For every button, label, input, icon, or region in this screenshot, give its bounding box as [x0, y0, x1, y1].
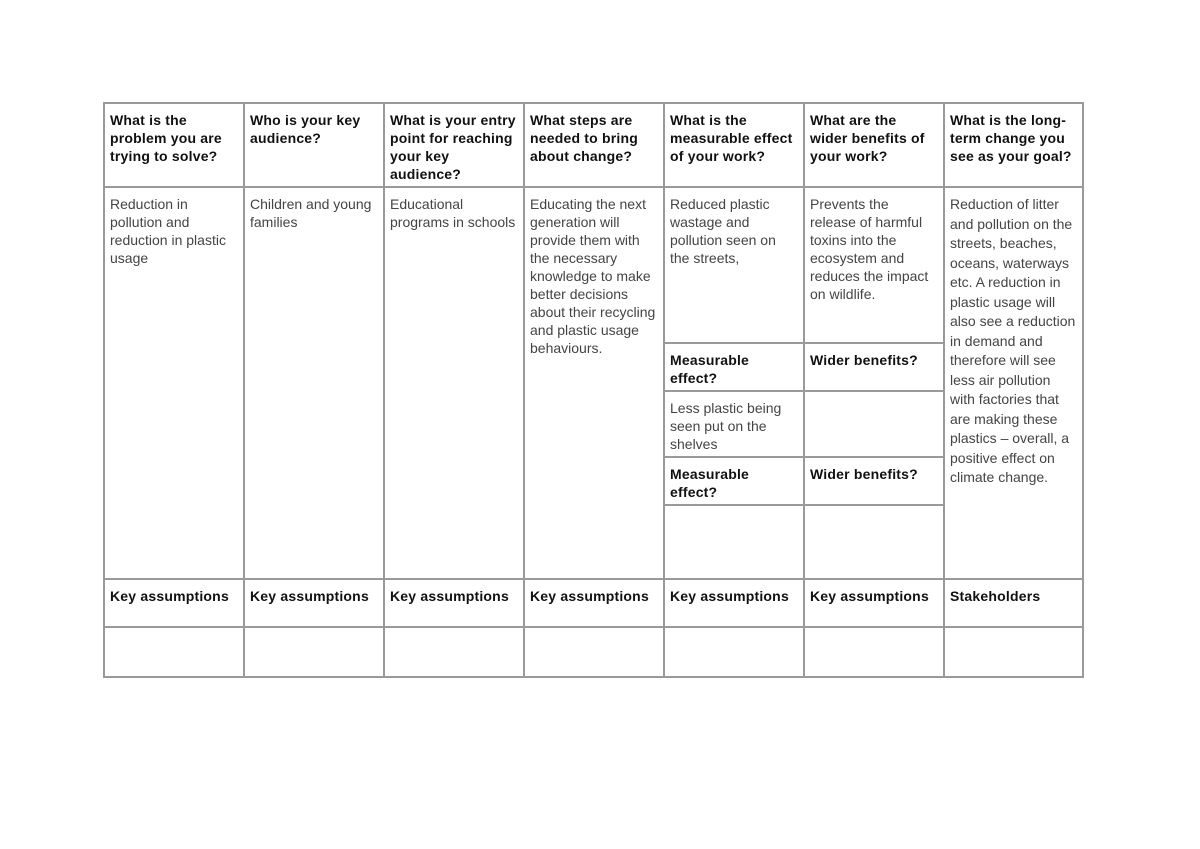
label-key-assumptions-2: Key assumptions: [245, 580, 385, 628]
header-problem: What is the problem you are trying to solve?: [105, 104, 245, 188]
header-long-term-change: What is the long-term change you see as your goal?: [945, 104, 1082, 188]
cell-stakeholders: [945, 628, 1082, 678]
header-measurable-effect: What is the measurable effect of your work?: [665, 104, 805, 188]
cell-key-assumptions-4: [525, 628, 665, 678]
label-stakeholders: Stakeholders: [945, 580, 1082, 628]
header-entry-point: What is your entry point for reaching your key audience?: [385, 104, 525, 188]
label-key-assumptions-1: Key assumptions: [105, 580, 245, 628]
header-wider-benefits: What are the wider benefits of your work?: [805, 104, 945, 188]
cell-benefit-2: [805, 392, 945, 458]
cell-benefit-1: Prevents the release of harmful toxins into the ecosystem and reduces the impact on wildlife.: [805, 188, 945, 344]
label-key-assumptions-5: Key assumptions: [665, 580, 805, 628]
header-steps: What steps are needed to bring about change?: [525, 104, 665, 188]
cell-long-term-change: Reduction of litter and pollution on the streets, beaches, oceans, waterways etc. A reduction in plastic usage will also see a reduction in demand and therefore will see less air pollution with factories that are making these plastics – overall, a positive effect on climate change.: [945, 188, 1082, 580]
cell-steps: Educating the next generation will provide them with the necessary knowledge to make better decisions about their recycling and plastic usage behaviours.: [525, 188, 665, 580]
label-key-assumptions-6: Key assumptions: [805, 580, 945, 628]
cell-key-assumptions-5: [665, 628, 805, 678]
label-measurable-effect-1: Measurable effect?: [665, 344, 805, 392]
theory-of-change-table: [103, 102, 1084, 678]
cell-key-assumptions-1: [105, 628, 245, 678]
cell-effect-1: Reduced plastic wastage and pollution seen on the streets,: [665, 188, 805, 344]
cell-effect-2: Less plastic being seen put on the shelves: [665, 392, 805, 458]
header-audience: Who is your key audience?: [245, 104, 385, 188]
label-wider-benefits-1: Wider benefits?: [805, 344, 945, 392]
cell-effect-3: [665, 506, 805, 580]
label-measurable-effect-2: Measurable effect?: [665, 458, 805, 506]
label-key-assumptions-3: Key assumptions: [385, 580, 525, 628]
cell-entry-point: Educational programs in schools: [385, 188, 525, 580]
label-wider-benefits-2: Wider benefits?: [805, 458, 945, 506]
cell-problem: Reduction in pollution and reduction in plastic usage: [105, 188, 245, 580]
cell-key-assumptions-3: [385, 628, 525, 678]
label-key-assumptions-4: Key assumptions: [525, 580, 665, 628]
cell-benefit-3: [805, 506, 945, 580]
cell-key-assumptions-6: [805, 628, 945, 678]
cell-key-assumptions-2: [245, 628, 385, 678]
cell-audience: Children and young families: [245, 188, 385, 580]
